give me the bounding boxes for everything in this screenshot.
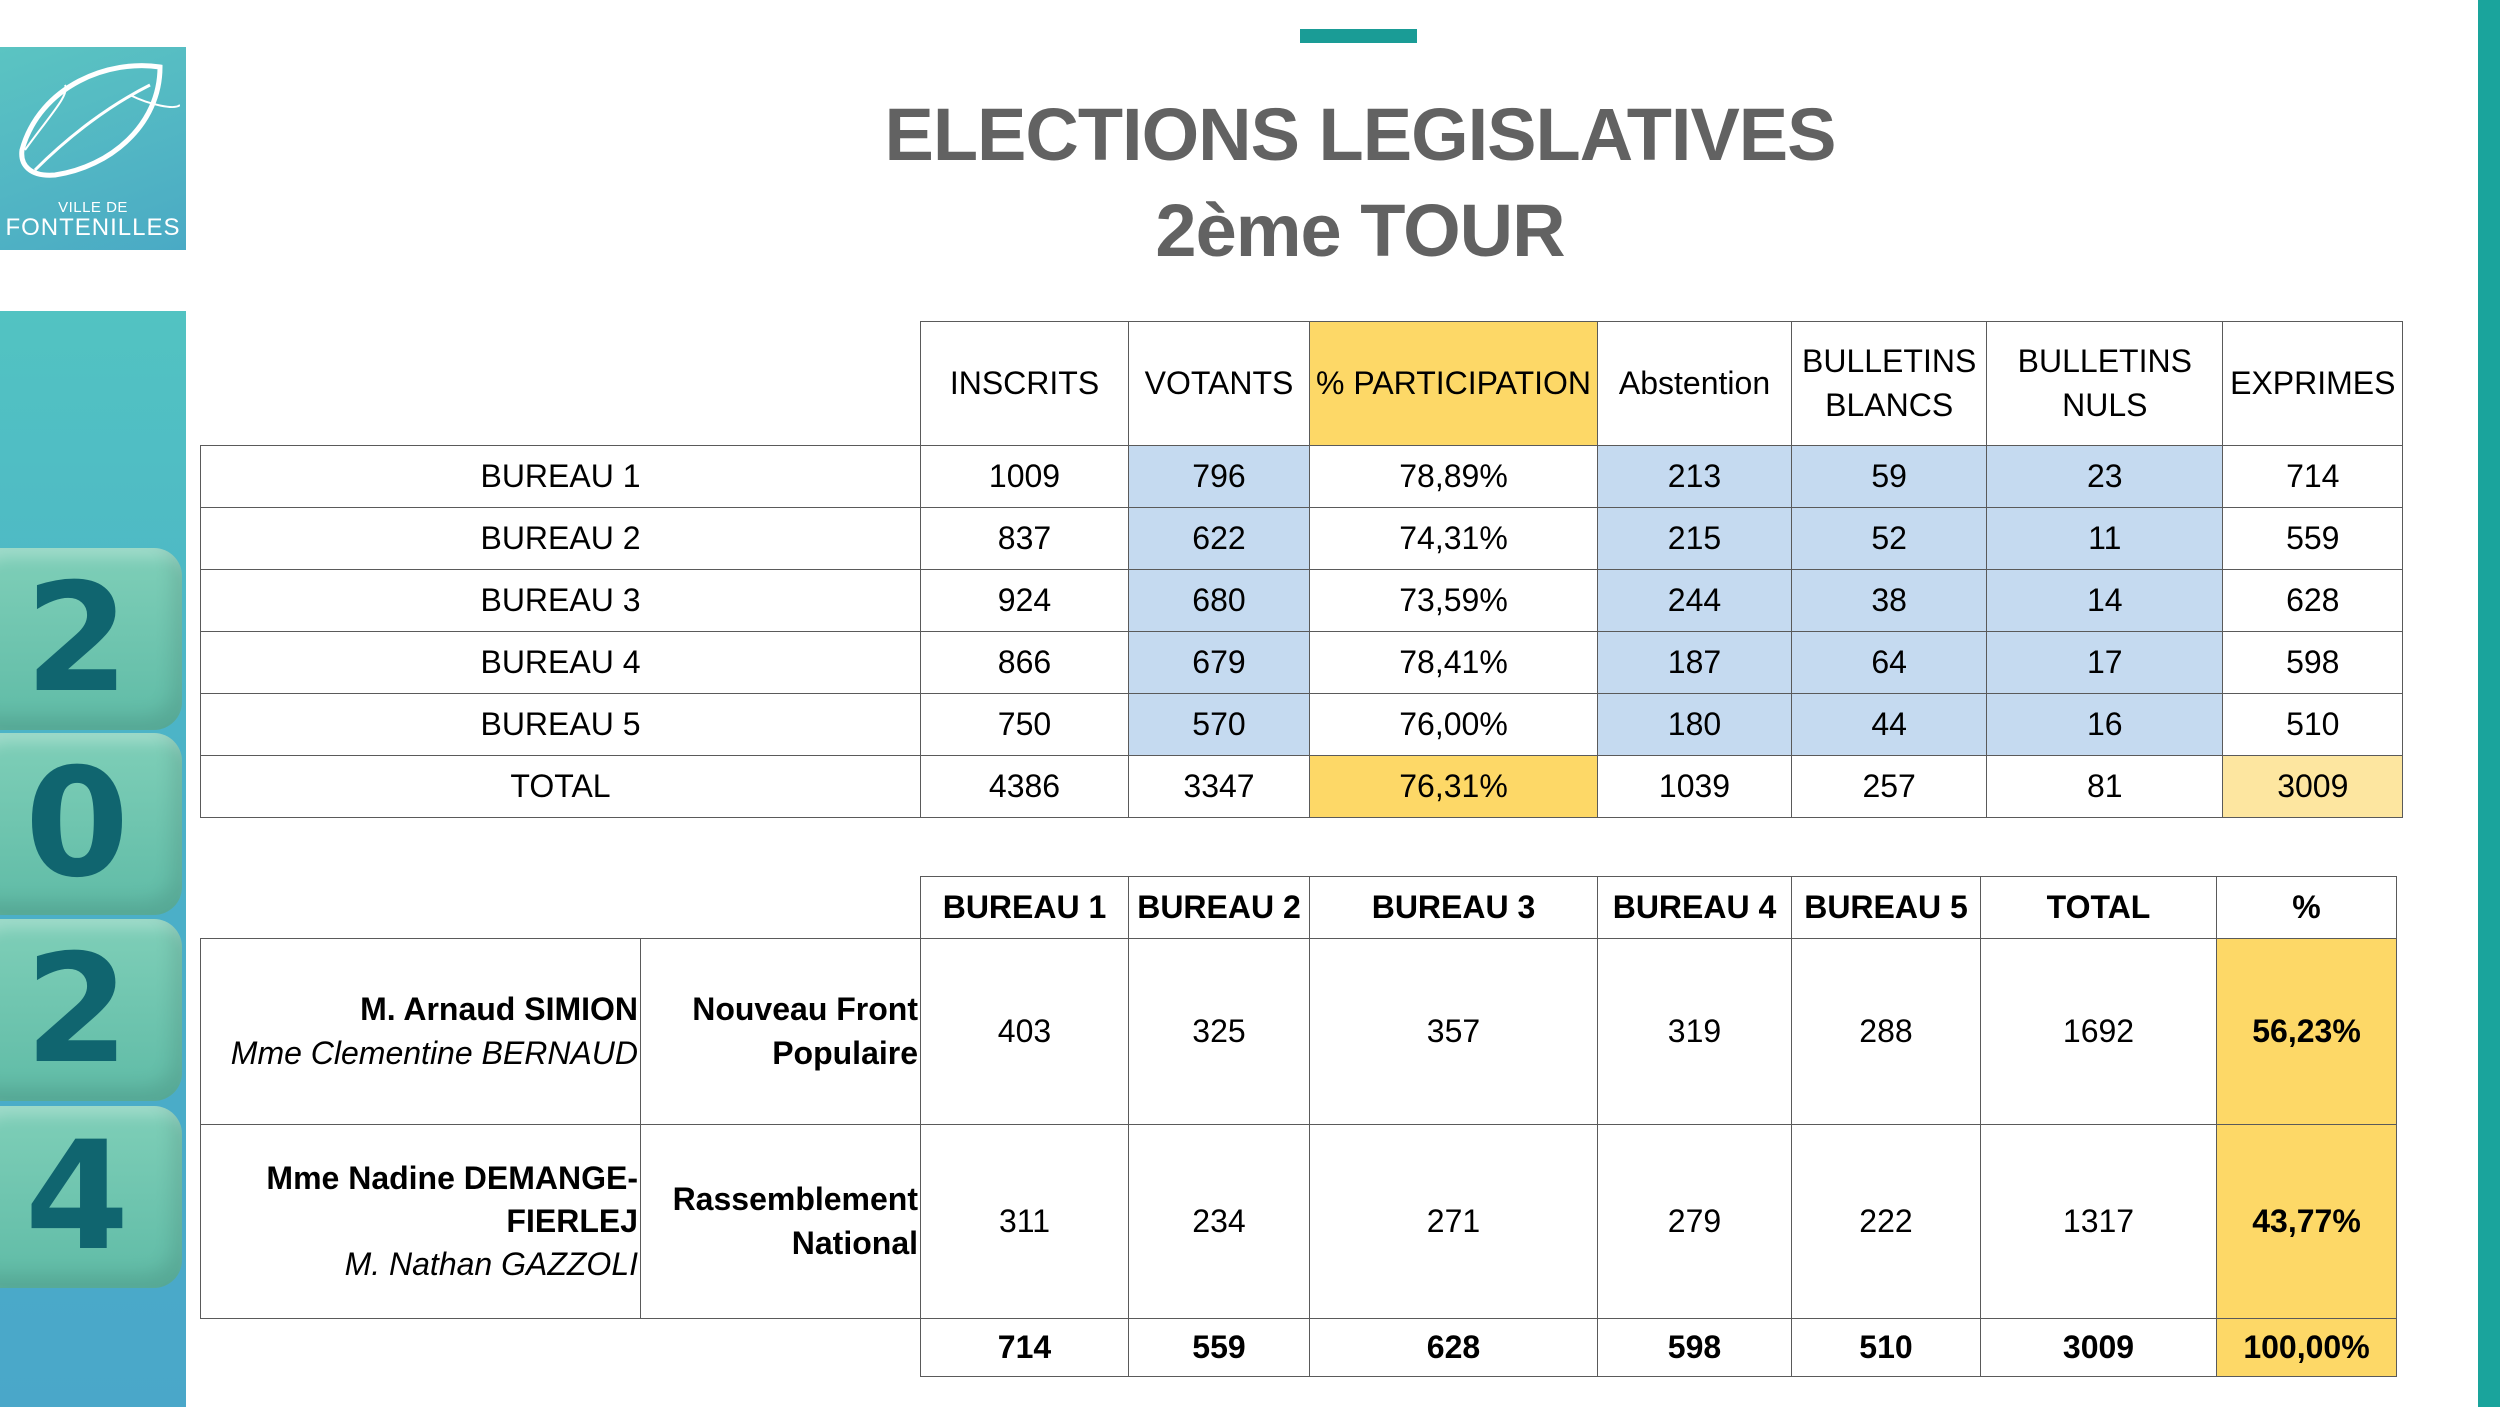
nuls-cell: 17 — [1987, 632, 2223, 694]
votes-cell: 288 — [1792, 939, 1981, 1125]
participation-cell: 76,31% — [1310, 756, 1598, 818]
top-accent-bar — [1300, 29, 1417, 43]
page-title: ELECTIONS LEGISLATIVES — [884, 93, 1836, 176]
candidate-cell — [201, 939, 641, 1125]
header-participation: % PARTICIPATION — [1310, 322, 1598, 446]
candidate-name: Mme Nadine DEMANGE-FIERLEJ — [266, 1159, 638, 1239]
percent-cell: 43,77% — [2217, 1125, 2397, 1319]
header-nuls: BULLETINS NULS — [1987, 322, 2223, 446]
abstention-cell: 213 — [1598, 446, 1792, 508]
year-digit: 0 — [24, 737, 130, 911]
participation-header-row — [201, 322, 2403, 446]
header-bureau3: BUREAU 3 — [1310, 877, 1598, 939]
party-cell: Nouveau Front Populaire — [641, 939, 921, 1125]
nuls-cell: 14 — [1987, 570, 2223, 632]
participation-cell: 74,31% — [1310, 508, 1598, 570]
votes-cell: 319 — [1598, 939, 1792, 1125]
participation-cell: 73,59% — [1310, 570, 1598, 632]
total-empty — [641, 1319, 921, 1377]
page-subtitle: 2ème TOUR — [1155, 189, 1565, 272]
candidate-cell — [201, 1125, 641, 1319]
nuls-cell: 16 — [1987, 694, 2223, 756]
abstention-cell: 1039 — [1598, 756, 1792, 818]
exprimes-cell: 510 — [2223, 694, 2403, 756]
votes-cell: 357 — [1310, 939, 1598, 1125]
table-row — [201, 508, 2403, 570]
header-empty — [201, 322, 921, 446]
total-cell: 559 — [1129, 1319, 1310, 1377]
inscrits-cell: 750 — [921, 694, 1129, 756]
leaf-logo-icon — [10, 55, 180, 195]
table-row — [201, 694, 2403, 756]
row-label: BUREAU 2 — [201, 508, 921, 570]
participation-cell: 78,41% — [1310, 632, 1598, 694]
year-cube — [0, 919, 182, 1101]
total-cell: 714 — [921, 1319, 1129, 1377]
results-header-row — [201, 877, 2397, 939]
logo-line1: VILLE DE — [58, 199, 128, 216]
inscrits-cell: 4386 — [921, 756, 1129, 818]
year-cube — [0, 548, 182, 730]
table-row — [201, 570, 2403, 632]
header-blancs: BULLETINS BLANCS — [1792, 322, 1987, 446]
header-votants: VOTANTS — [1129, 322, 1310, 446]
row-label: BUREAU 1 — [201, 446, 921, 508]
row-label: BUREAU 5 — [201, 694, 921, 756]
percent-cell: 56,23% — [2217, 939, 2397, 1125]
exprimes-cell: 559 — [2223, 508, 2403, 570]
total-percent-cell: 100,00% — [2217, 1319, 2397, 1377]
total-row — [201, 756, 2403, 818]
total-empty — [201, 1319, 641, 1377]
inscrits-cell: 866 — [921, 632, 1129, 694]
table-row — [201, 446, 2403, 508]
total-votes-cell: 1317 — [1981, 1125, 2217, 1319]
blancs-cell: 44 — [1792, 694, 1987, 756]
row-label: BUREAU 4 — [201, 632, 921, 694]
votants-cell: 680 — [1129, 570, 1310, 632]
year-cube — [0, 1106, 182, 1288]
blancs-cell: 38 — [1792, 570, 1987, 632]
nuls-cell: 81 — [1987, 756, 2223, 818]
votes-cell: 325 — [1129, 939, 1310, 1125]
results-table — [200, 876, 2397, 1377]
votants-cell: 622 — [1129, 508, 1310, 570]
year-digit: 4 — [24, 1110, 130, 1284]
votants-cell: 3347 — [1129, 756, 1310, 818]
votes-cell: 279 — [1598, 1125, 1792, 1319]
header-bureau2: BUREAU 2 — [1129, 877, 1310, 939]
header-bureau4: BUREAU 4 — [1598, 877, 1792, 939]
exprimes-cell: 628 — [2223, 570, 2403, 632]
votes-cell: 234 — [1129, 1125, 1310, 1319]
votants-cell: 796 — [1129, 446, 1310, 508]
inscrits-cell: 1009 — [921, 446, 1129, 508]
inscrits-cell: 837 — [921, 508, 1129, 570]
row-label: TOTAL — [201, 756, 921, 818]
year-digit: 2 — [24, 923, 130, 1097]
nuls-cell: 23 — [1987, 446, 2223, 508]
blancs-cell: 52 — [1792, 508, 1987, 570]
header-exprimes: EXPRIMES — [2223, 322, 2403, 446]
abstention-cell: 180 — [1598, 694, 1792, 756]
votes-cell: 271 — [1310, 1125, 1598, 1319]
header-bureau1: BUREAU 1 — [921, 877, 1129, 939]
exprimes-cell: 714 — [2223, 446, 2403, 508]
year-cube — [0, 733, 182, 915]
total-cell: 510 — [1792, 1319, 1981, 1377]
participation-cell: 76,00% — [1310, 694, 1598, 756]
year-strip — [0, 311, 186, 1407]
abstention-cell: 215 — [1598, 508, 1792, 570]
abstention-cell: 187 — [1598, 632, 1792, 694]
inscrits-cell: 924 — [921, 570, 1129, 632]
logo-line2: FONTENILLES — [5, 214, 181, 241]
year-digit: 2 — [24, 552, 130, 726]
votes-cell: 311 — [921, 1125, 1129, 1319]
candidate-substitute: M. Nathan GAZZOLI — [344, 1246, 638, 1283]
votes-cell: 403 — [921, 939, 1129, 1125]
table-row — [201, 632, 2403, 694]
total-votes-cell: 1692 — [1981, 939, 2217, 1125]
header-total: TOTAL — [1981, 877, 2217, 939]
header-bureau5: BUREAU 5 — [1792, 877, 1981, 939]
party-cell: Rassemblement National — [641, 1125, 921, 1319]
header-empty — [201, 877, 641, 939]
exprimes-cell: 3009 — [2223, 756, 2403, 818]
participation-cell: 78,89% — [1310, 446, 1598, 508]
votants-cell: 679 — [1129, 632, 1310, 694]
candidate-row — [201, 1125, 2397, 1319]
city-logo — [0, 47, 186, 250]
blancs-cell: 59 — [1792, 446, 1987, 508]
blancs-cell: 64 — [1792, 632, 1987, 694]
header-percent: % — [2217, 877, 2397, 939]
header-inscrits: INSCRITS — [921, 322, 1129, 446]
total-cell: 628 — [1310, 1319, 1598, 1377]
row-label: BUREAU 3 — [201, 570, 921, 632]
candidate-name: M. Arnaud SIMION — [360, 991, 638, 1028]
blancs-cell: 257 — [1792, 756, 1987, 818]
candidate-substitute: Mme Clementine BERNAUD — [230, 1034, 638, 1071]
votants-cell: 570 — [1129, 694, 1310, 756]
header-abstention: Abstention — [1598, 322, 1792, 446]
total-cell: 3009 — [1981, 1319, 2217, 1377]
abstention-cell: 244 — [1598, 570, 1792, 632]
nuls-cell: 11 — [1987, 508, 2223, 570]
header-empty — [641, 877, 921, 939]
votes-cell: 222 — [1792, 1125, 1981, 1319]
results-total-row — [201, 1319, 2397, 1377]
exprimes-cell: 598 — [2223, 632, 2403, 694]
candidate-row — [201, 939, 2397, 1125]
total-cell: 598 — [1598, 1319, 1792, 1377]
participation-table — [200, 321, 2403, 818]
right-edge-bar — [2478, 0, 2500, 1407]
